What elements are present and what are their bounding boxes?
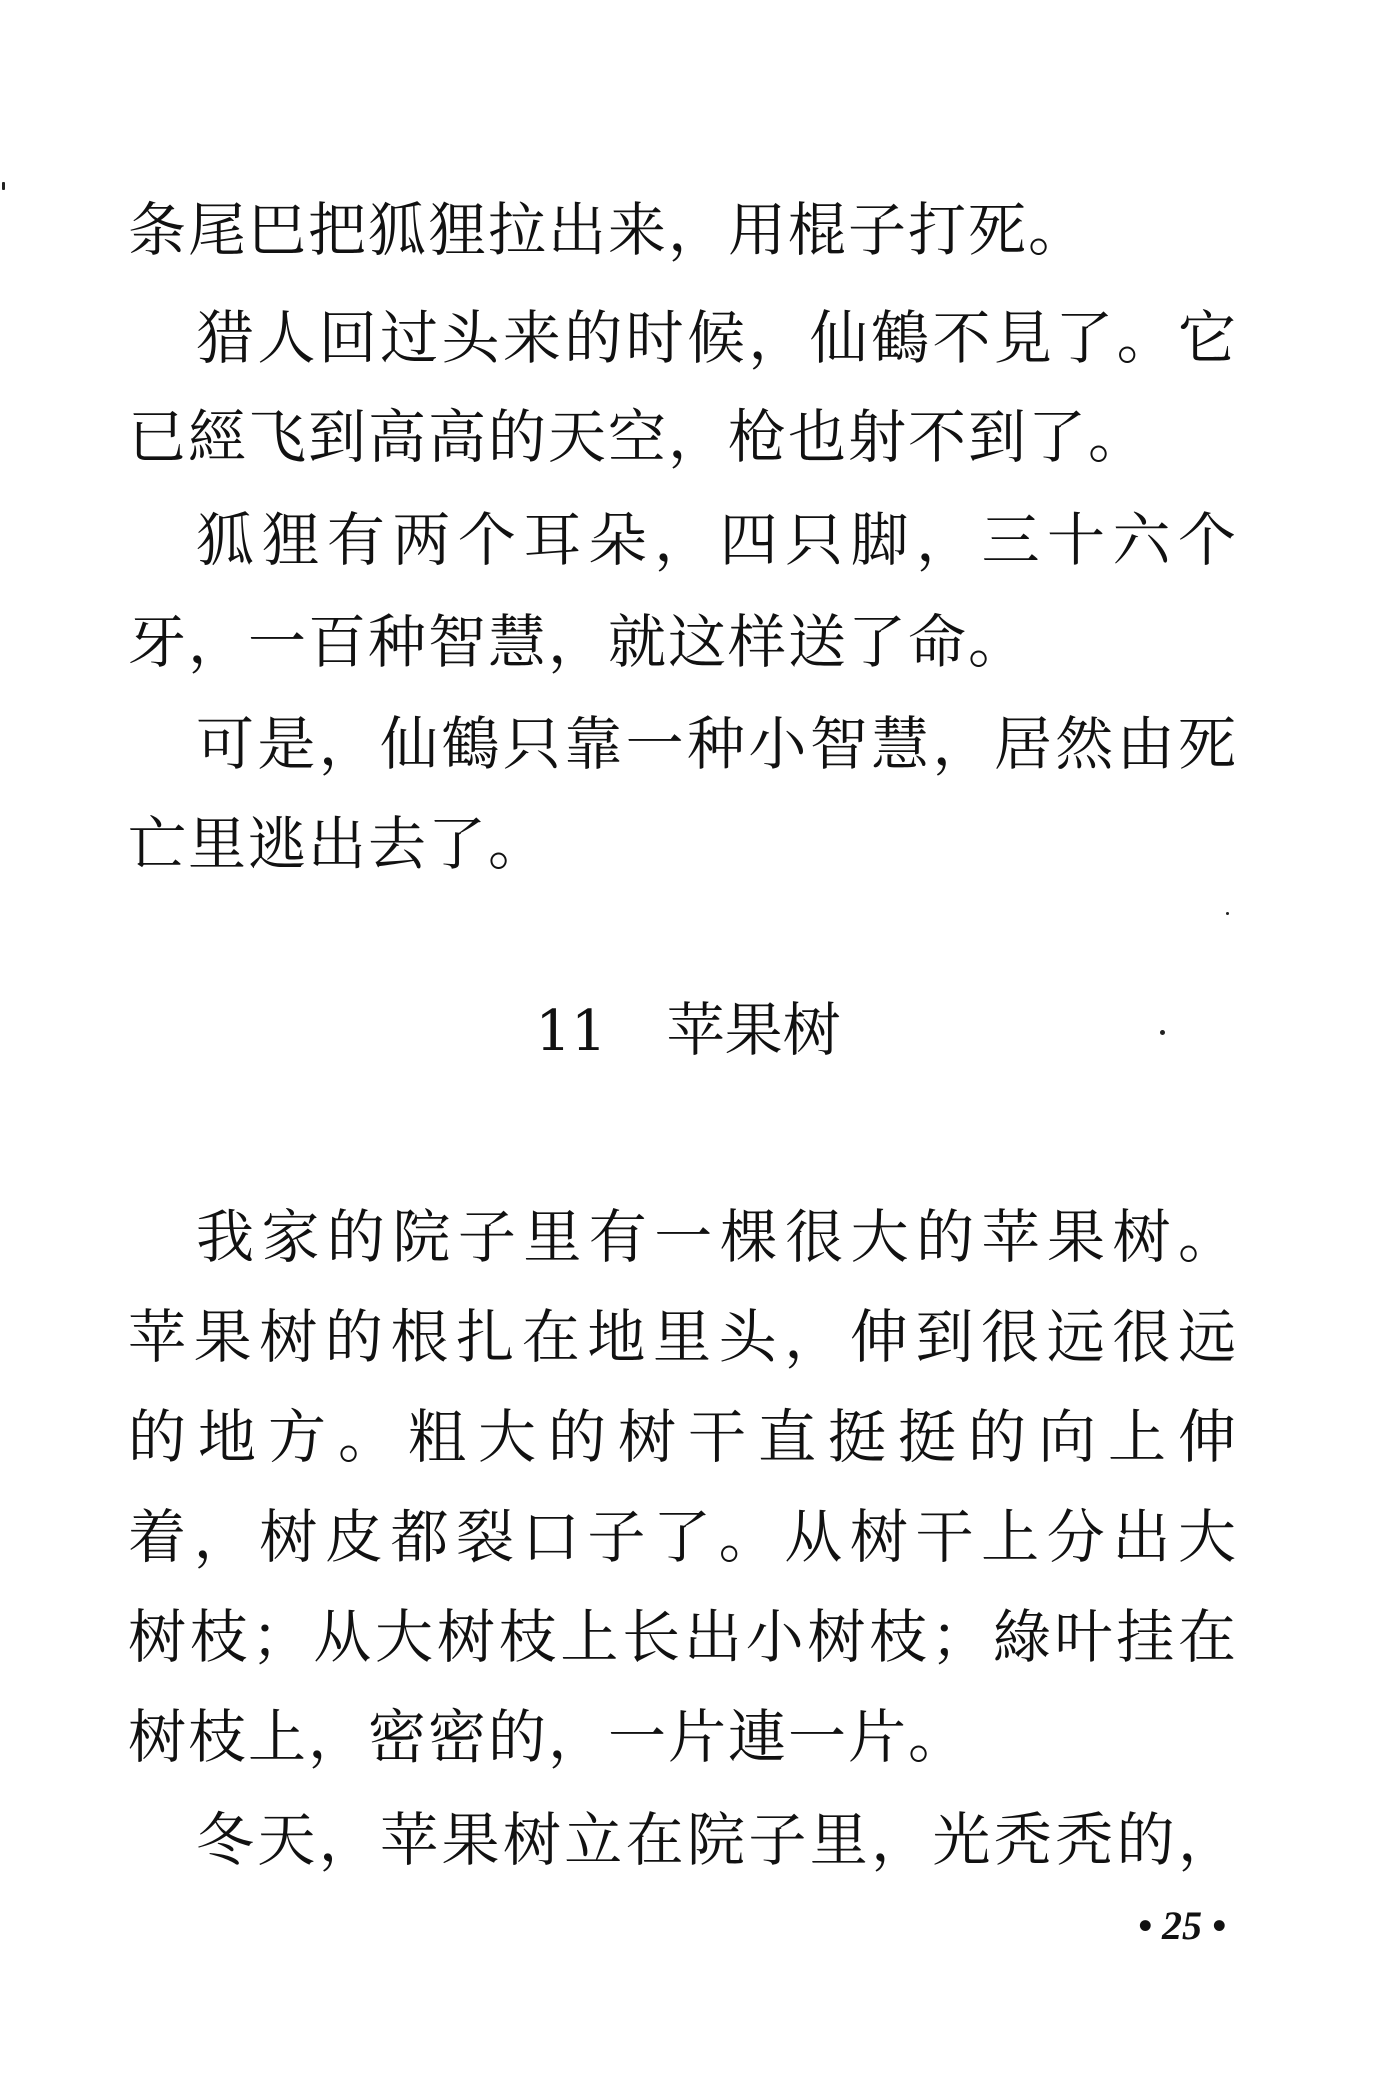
paragraph-start: 狐狸有两个耳朵，四只脚，三十六个 xyxy=(196,506,1238,574)
scan-speck xyxy=(1226,912,1229,915)
chapter-number: 11 xyxy=(535,999,607,1064)
scan-speck xyxy=(1160,1030,1165,1035)
text-line: 亡里逃出去了。 xyxy=(128,810,549,878)
paragraph-start: 猎人回过头来的时候，仙鶴不見了。它 xyxy=(196,304,1238,372)
paragraph-start: 冬天，苹果树立在院子里，光秃秃的， xyxy=(196,1806,1238,1874)
paragraph-start: 可是，仙鶴只靠一种小智慧，居然由死 xyxy=(196,710,1238,778)
text-line: 着，树皮都裂口子了。从树干上分出大 xyxy=(128,1503,1238,1571)
scan-speck xyxy=(2,182,5,190)
text-line: 已經飞到高高的天空，枪也射不到了。 xyxy=(128,403,1149,471)
text-line: 条尾巴把狐狸拉出来，用棍子打死。 xyxy=(128,196,1089,264)
paragraph-start: 我家的院子里有一棵很大的苹果树。 xyxy=(196,1203,1238,1271)
text-line: 树枝上，密密的，一片連一片。 xyxy=(128,1703,969,1771)
page-number: • 25 • xyxy=(1137,1903,1226,1948)
text-line: 苹果树的根扎在地里头，伸到很远很远 xyxy=(128,1303,1238,1371)
chapter-title: 苹果树 xyxy=(666,996,841,1064)
text-line: 的地方。粗大的树干直挺挺的向上伸 xyxy=(128,1403,1238,1471)
text-line: 树枝；从大树枝上长出小树枝；綠叶挂在 xyxy=(128,1603,1238,1671)
chapter-heading xyxy=(0,995,1376,1067)
text-line: 牙，一百种智慧，就这样送了命。 xyxy=(128,608,1029,676)
